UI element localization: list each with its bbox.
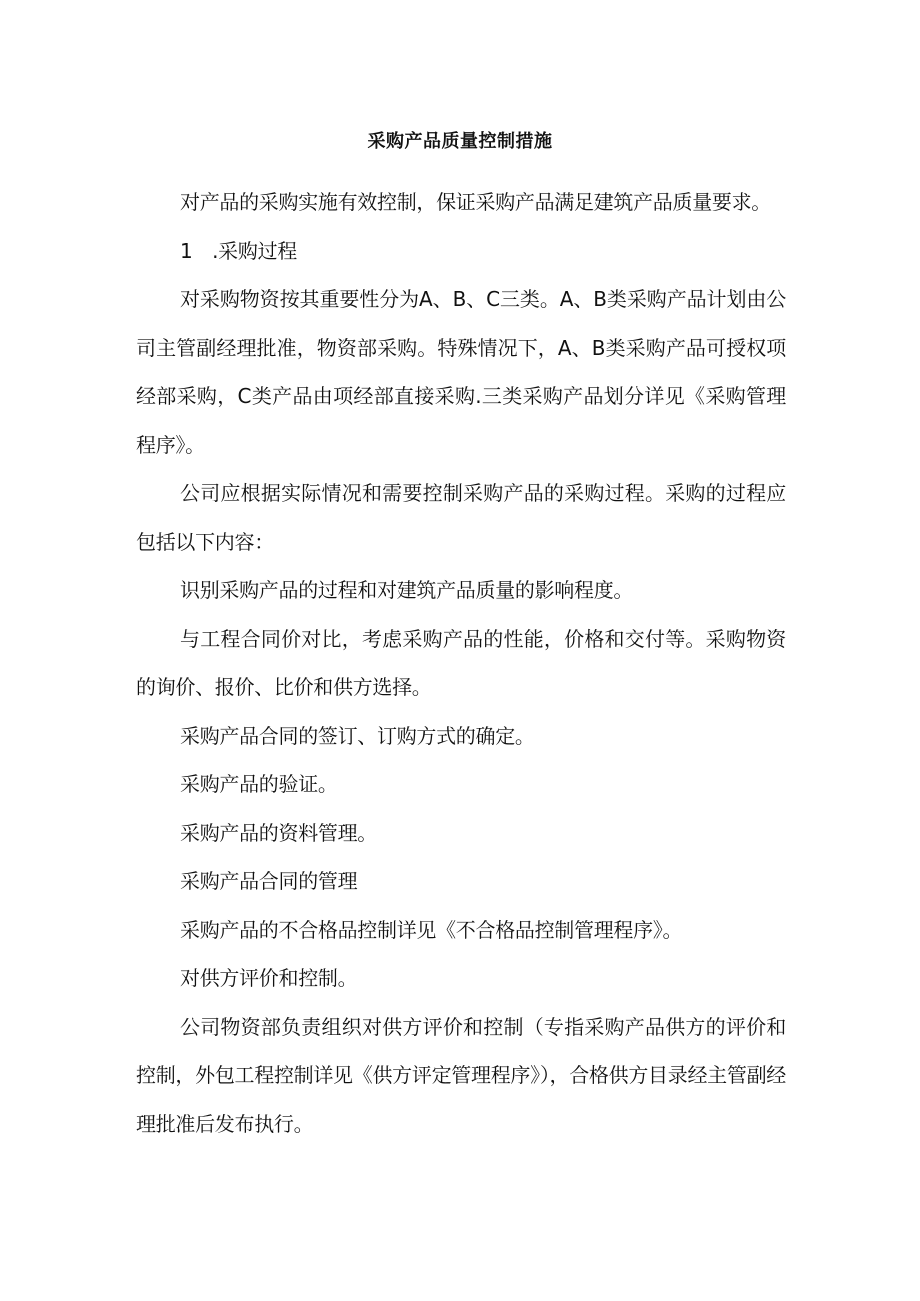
list-item-records-management: 采购产品的资料管理。 — [180, 820, 377, 845]
list-item-price-comparison: 与工程合同价对比，考虑采购产品的性能，价格和交付等。采购物资的询价、报价、比价和供方选择。 — [136, 626, 786, 699]
list-item-identify-process: 识别采购产品的过程和对建筑产品质量的影响程度。 — [180, 578, 634, 602]
list-item-nonconforming-control: 采购产品的不合格品控制详见《不合格品控制管理程序》。 — [180, 917, 683, 942]
list-item-contract-management: 采购产品合同的管理 — [180, 869, 358, 893]
paragraph-supplier-responsibility: 公司物资部负责组织对供方评价和控制（专指采购产品供方的评价和控制，外包工程控制详见《供方评定管理程序》），合格供方目录经主管副经理批准后发布执行。 — [136, 1014, 786, 1136]
list-item-contract-signing: 采购产品合同的签订、订购方式的确定。 — [180, 723, 535, 748]
document-title: 采购产品质量控制措施 — [367, 131, 553, 152]
document-body — [136, 178, 786, 1148]
list-item-verification: 采购产品的验证。 — [180, 772, 338, 796]
section-heading-procurement-process: 1 .采购过程 — [180, 238, 297, 263]
paragraph-intro: 对产品的采购实施有效控制，保证采购产品满足建筑产品质量要求。 — [180, 190, 771, 214]
list-item-supplier-evaluation: 对供方评价和控制。 — [180, 966, 358, 990]
paragraph-process-control: 公司应根据实际情况和需要控制采购产品的采购过程。采购的过程应包括以下内容： — [136, 481, 786, 554]
paragraph-material-classification: 对采购物资按其重要性分为A、B、C三类。A、B类采购产品计划由公司主管副经理批准，物资部采购。特殊情况下，A、B类采购产品可授权项经部采购，C类产品由项经部直接采购.三类采购产品划分详见《采购管理程序》。 — [136, 287, 786, 457]
